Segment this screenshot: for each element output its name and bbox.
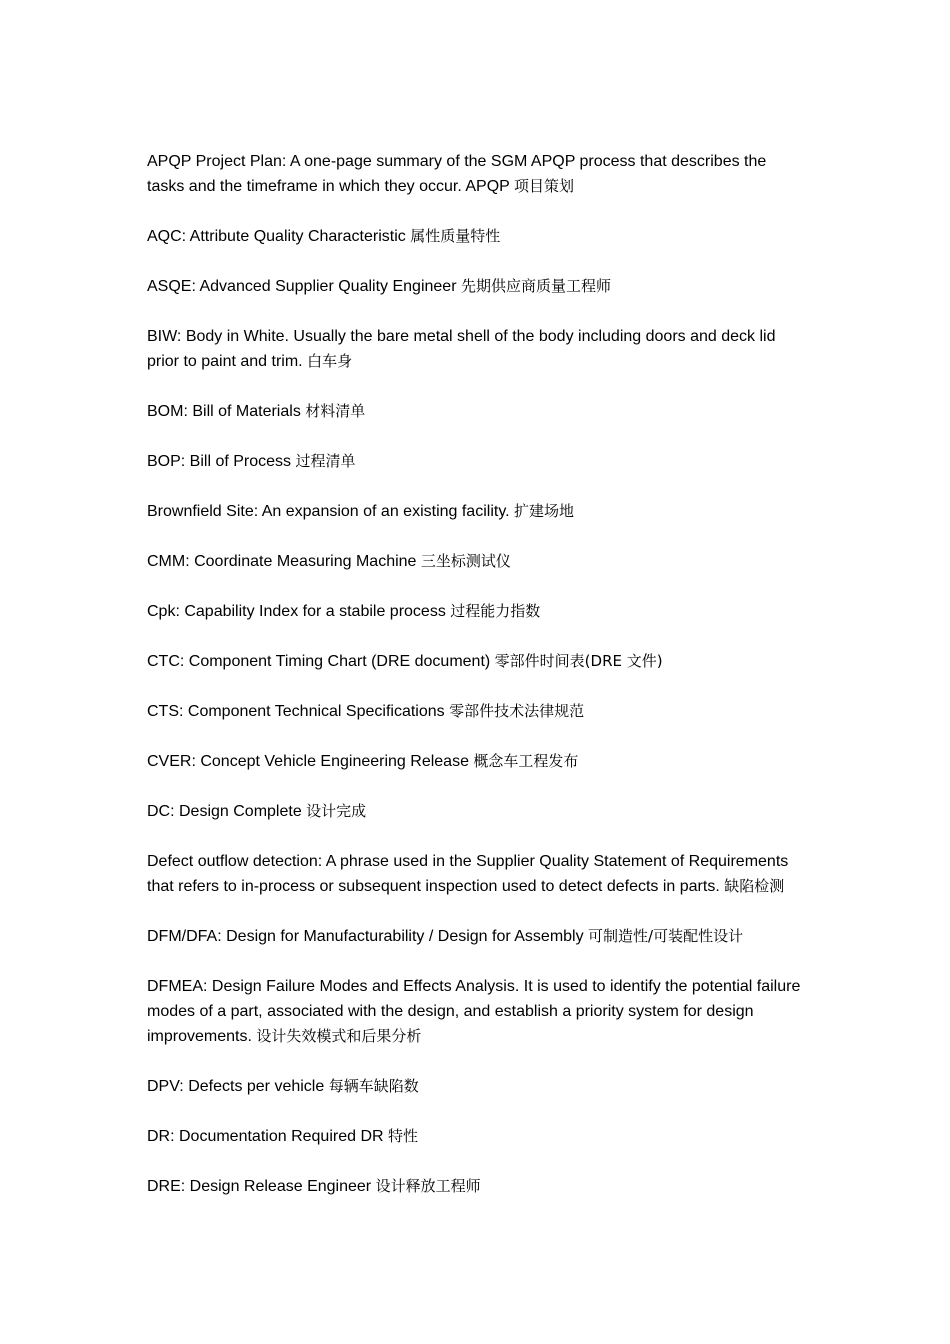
glossary-entry-dfm-dfa — [147, 924, 807, 949]
glossary-entry-dc — [147, 799, 807, 824]
entry-text: Cpk: Capability Index for a stabile process — [147, 603, 451, 620]
entry-text: Defect outflow detection: A phrase used in the Supplier Quality Statement of Requirements that refers to in-process or subsequent inspection used to detect defects in parts. — [147, 853, 789, 895]
entry-text: DC: Design Complete — [147, 803, 307, 820]
entry-translation: 过程清单 — [295, 452, 356, 470]
entry-translation: 设计失效模式和后果分析 — [256, 1027, 422, 1045]
glossary-entry-defect-outflow-detection — [147, 849, 807, 899]
glossary-entry-cver — [147, 749, 807, 774]
glossary-entry-brownfield-site — [147, 499, 807, 524]
entry-text: ASQE: Advanced Supplier Quality Engineer — [147, 278, 461, 295]
glossary-entry-dre — [147, 1174, 807, 1199]
glossary-entry-cpk — [147, 599, 807, 624]
entry-translation: 可制造性/可装配性设计 — [588, 927, 744, 945]
entry-translation: 材料清单 — [305, 402, 366, 420]
entry-text: Brownfield Site: An expansion of an existing facility. — [147, 503, 515, 520]
glossary-page — [147, 149, 807, 1224]
entry-translation: 特性 — [388, 1127, 419, 1145]
glossary-entry-bop — [147, 449, 807, 474]
entry-translation: 先期供应商质量工程师 — [460, 277, 611, 295]
entry-translation: 概念车工程发布 — [473, 752, 579, 770]
entry-text: DPV: Defects per vehicle — [147, 1078, 329, 1095]
entry-translation: 缺陷检测 — [724, 877, 785, 895]
glossary-entry-dfmea — [147, 974, 807, 1049]
entry-text: CTC: Component Timing Chart (DRE document) — [147, 653, 495, 670]
entry-text: DFMEA: Design Failure Modes and Effects Analysis. It is used to identify the potential failure modes of a part, associated with the design, and establish a priority system for design improvements. — [147, 978, 801, 1045]
glossary-entry-cmm — [147, 549, 807, 574]
entry-text: BIW: Body in White. Usually the bare metal shell of the body including doors and deck lid prior to paint and trim. — [147, 328, 776, 370]
entry-text: CTS: Component Technical Specifications — [147, 703, 450, 720]
glossary-entry-ctc — [147, 649, 807, 674]
entry-text: DR: Documentation Required DR — [147, 1128, 388, 1145]
glossary-entry-bom — [147, 399, 807, 424]
entry-text: DRE: Design Release Engineer — [147, 1178, 376, 1195]
entry-text: CVER: Concept Vehicle Engineering Release — [147, 753, 474, 770]
entry-translation: 白车身 — [307, 352, 353, 370]
entry-text: AQC: Attribute Quality Characteristic — [147, 228, 411, 245]
entry-text: DFM/DFA: Design for Manufacturability / Design for Assembly — [147, 928, 589, 945]
glossary-entry-biw — [147, 324, 807, 374]
entry-translation: 设计释放工程师 — [375, 1177, 481, 1195]
entry-translation: 项目策划 — [514, 177, 575, 195]
entry-text: BOP: Bill of Process — [147, 453, 296, 470]
glossary-entry-asqe — [147, 274, 807, 299]
entry-translation: 每辆车缺陷数 — [328, 1077, 419, 1095]
entry-text: BOM: Bill of Materials — [147, 403, 306, 420]
glossary-entry-dpv — [147, 1074, 807, 1099]
entry-translation: 过程能力指数 — [450, 602, 541, 620]
entry-text: CMM: Coordinate Measuring Machine — [147, 553, 421, 570]
glossary-entry-aqc — [147, 224, 807, 249]
glossary-entry-cts — [147, 699, 807, 724]
entry-text: APQP Project Plan: A one-page summary of the SGM APQP process that describes the tasks and the timeframe in which they occur. APQP — [147, 153, 767, 195]
entry-translation: 属性质量特性 — [410, 227, 501, 245]
glossary-entry-dr — [147, 1124, 807, 1149]
entry-translation: 零部件时间表(DRE 文件) — [494, 652, 663, 670]
entry-translation: 三坐标测试仪 — [420, 552, 511, 570]
entry-translation: 设计完成 — [306, 802, 367, 820]
entry-translation: 扩建场地 — [514, 502, 575, 520]
entry-translation: 零部件技术法律规范 — [449, 702, 585, 720]
glossary-entry-apqp-project-plan — [147, 149, 807, 199]
